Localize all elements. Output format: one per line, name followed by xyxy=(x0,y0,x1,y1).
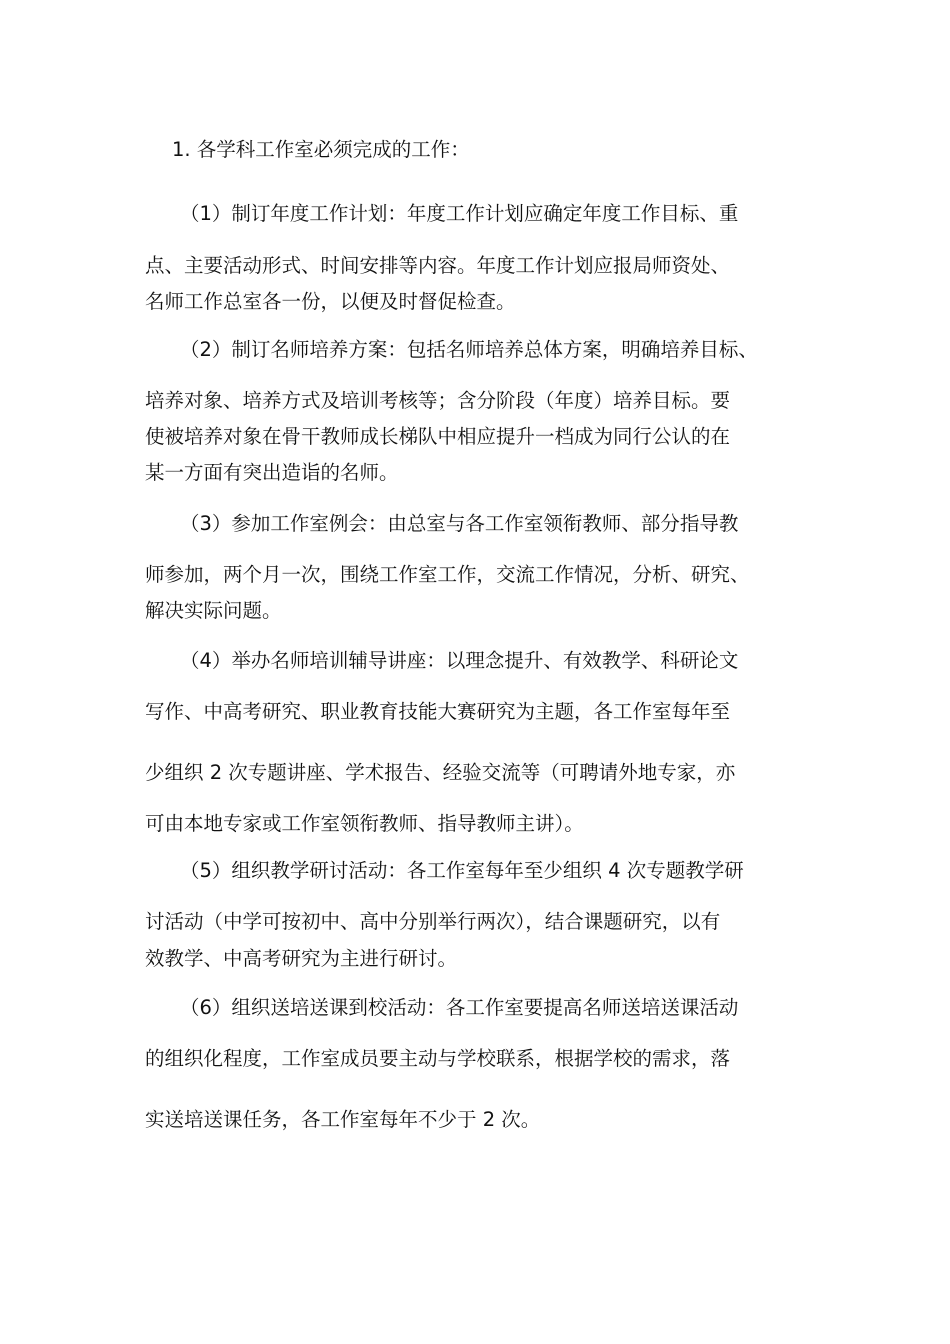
paragraph-1-line-3: 名师工作总室各一份，以便及时督促检查。 xyxy=(145,290,516,313)
paragraph-6-line-1: （6）组织送培送课到校活动：各工作室要提高名师送培送课活动 xyxy=(180,996,739,1019)
paragraph-2-line-4: 某一方面有突出造诣的名师。 xyxy=(145,461,399,484)
paragraph-1-line-1: （1）制订年度工作计划：年度工作计划应确定年度工作目标、重 xyxy=(180,202,739,225)
paragraph-5-line-1: （5）组织教学研讨活动：各工作室每年至少组织 4 次专题教学研 xyxy=(180,859,744,882)
paragraph-4-line-3: 少组织 2 次专题讲座、学术报告、经验交流等（可聘请外地专家，亦 xyxy=(145,761,736,784)
paragraph-6-line-2: 的组织化程度，工作室成员要主动与学校联系，根据学校的需求，落 xyxy=(145,1047,731,1070)
paragraph-5-line-2: 讨活动（中学可按初中、高中分别举行两次），结合课题研究，以有 xyxy=(145,910,721,933)
paragraph-4-line-4: 可由本地专家或工作室领衔教师、指导教师主讲）。 xyxy=(145,812,584,835)
paragraph-2-line-1: （2）制订名师培养方案：包括名师培养总体方案，明确培养目标、 xyxy=(180,338,758,361)
paragraph-5-line-3: 效教学、中高考研究为主进行研讨。 xyxy=(145,947,458,970)
section-heading: 1. 各学科工作室必须完成的工作： xyxy=(172,138,470,161)
paragraph-4-line-1: （4）举办名师培训辅导讲座：以理念提升、有效教学、科研论文 xyxy=(180,649,739,672)
paragraph-2-line-3: 使被培养对象在骨干教师成长梯队中相应提升一档成为同行公认的在 xyxy=(145,425,731,448)
paragraph-3-line-3: 解决实际问题。 xyxy=(145,599,282,622)
paragraph-1-line-2: 点、主要活动形式、时间安排等内容。年度工作计划应报局师资处、 xyxy=(145,254,731,277)
paragraph-3-line-1: （3）参加工作室例会：由总室与各工作室领衔教师、部分指导教 xyxy=(180,512,739,535)
paragraph-2-line-2: 培养对象、培养方式及培训考核等；含分阶段（年度）培养目标。要 xyxy=(145,389,731,412)
paragraph-6-line-3: 实送培送课任务，各工作室每年不少于 2 次。 xyxy=(145,1108,541,1131)
paragraph-4-line-2: 写作、中高考研究、职业教育技能大赛研究为主题，各工作室每年至 xyxy=(145,700,731,723)
paragraph-3-line-2: 师参加，两个月一次，围绕工作室工作，交流工作情况，分析、研究、 xyxy=(145,563,750,586)
